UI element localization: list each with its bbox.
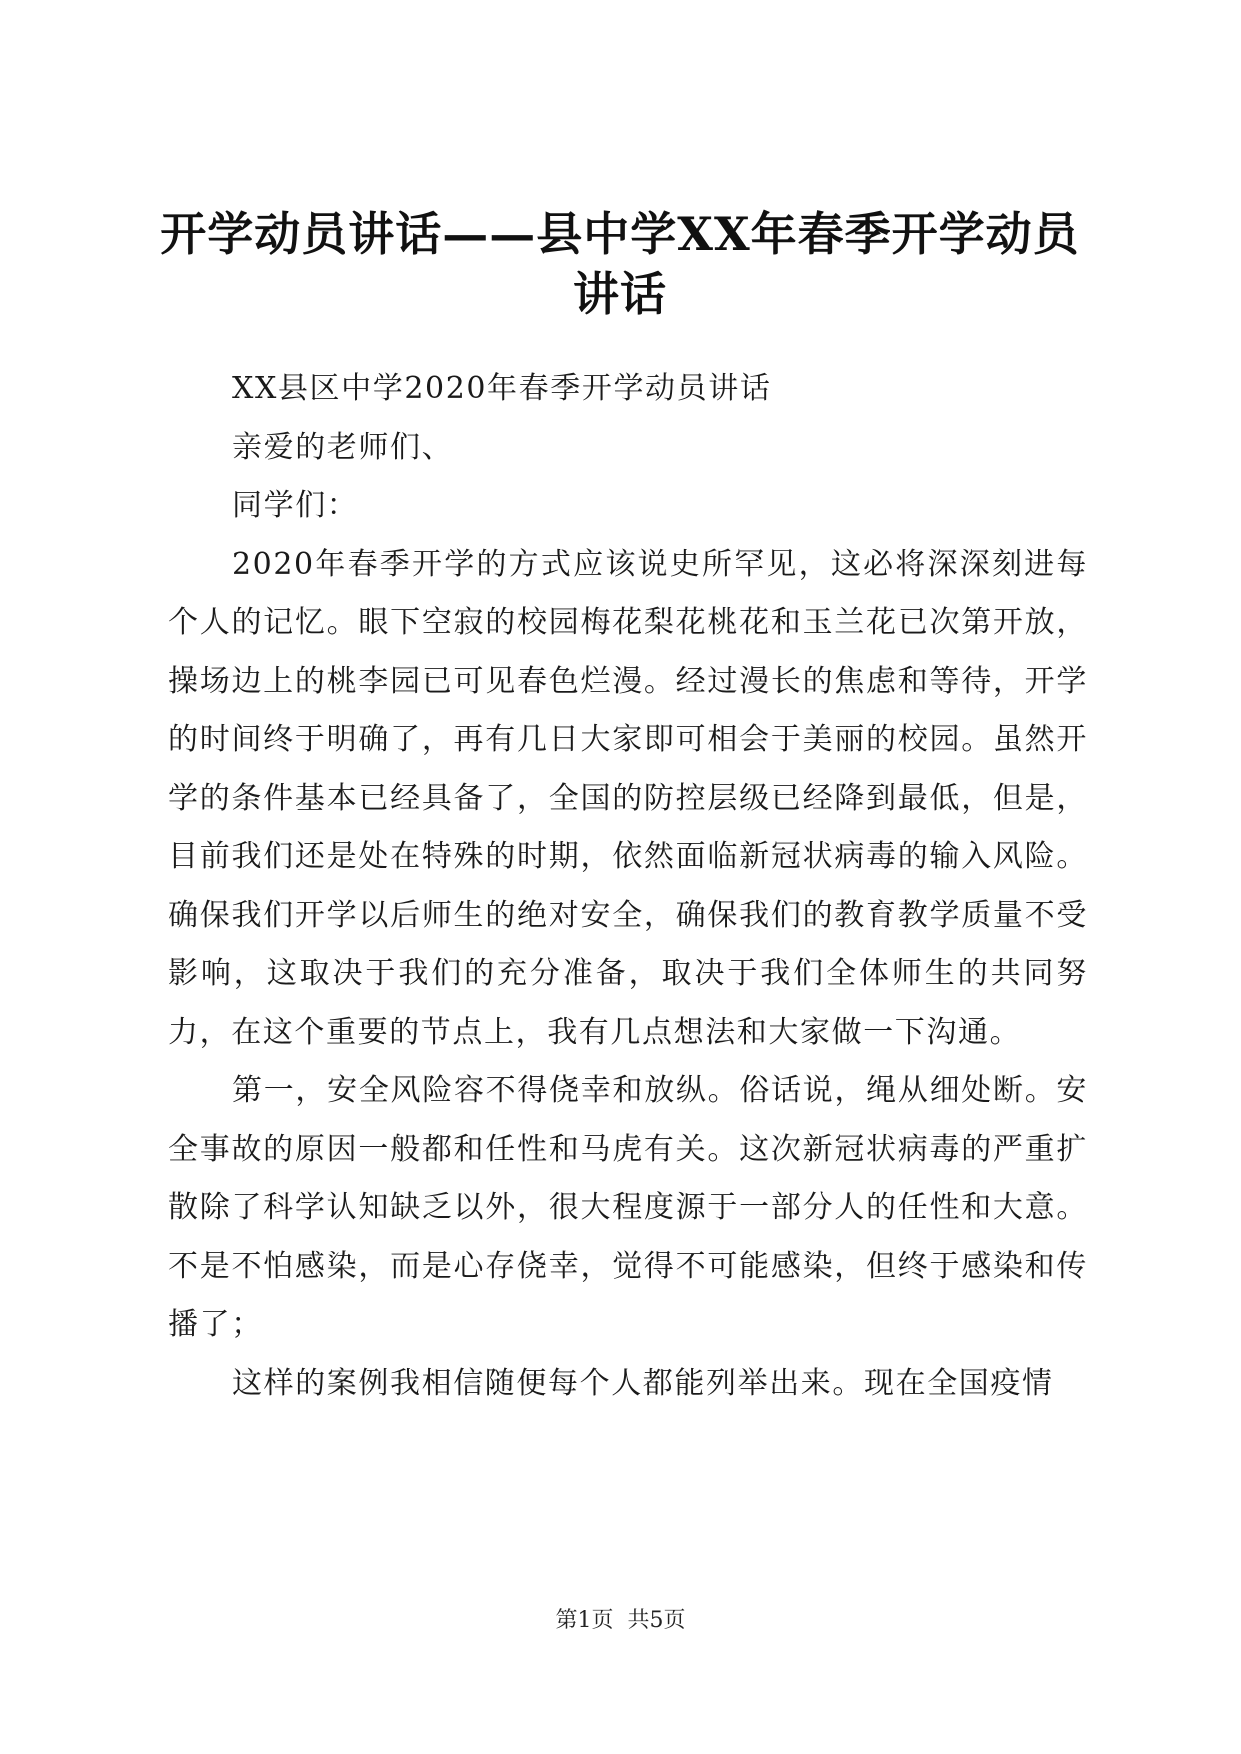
paragraph-point-one: 第一，安全风险容不得侥幸和放纵。俗话说，绳从细处断。安全事故的原因一般都和任性和马虎有关。这次新冠状病毒的严重扩散除了科学认知缺乏以外，很大程度源于一部分人的任性和大意。不是不怕感染，而是心存侥幸，觉得不可能感染，但终于感染和传播了； xyxy=(168,1073,1088,1342)
paragraph-greeting-teachers: 亲爱的老师们、 xyxy=(232,429,454,465)
page-total: 共5页 xyxy=(627,1608,686,1633)
page-number: 第1页 xyxy=(555,1608,614,1633)
document-body xyxy=(168,360,1088,1413)
paragraph-greeting-students: 同学们： xyxy=(232,488,359,523)
page-footer xyxy=(0,1606,1241,1636)
document-title: 开学动员讲话——县中学XX年春季开学动员讲话 xyxy=(160,207,1080,321)
paragraph-continuation: 这样的案例我相信随便每个人都能列举出来。现在全国疫情 xyxy=(232,1365,1054,1401)
paragraph-heading-line: XX县区中学2020年春季开学动员讲话 xyxy=(232,371,772,406)
paragraph-opening: 2020年春季开学的方式应该说史所罕见，这必将深深刻进每个人的记忆。眼下空寂的校园梅花梨花桃花和玉兰花已次第开放，操场边上的桃李园已可见春色烂漫。经过漫长的焦虑和等待，开学的时间终于明确了，再有几日大家即可相会于美丽的校园。虽然开学的条件基本已经具备了，全国的防控层级已经降到最低，但是，目前我们还是处在特殊的时期，依然面临新冠状病毒的输入风险。确保我们开学以后师生的绝对安全，确保我们的教育教学质量不受影响，这取决于我们的充分准备，取决于我们全体师生的共同努力，在这个重要的节点上，我有几点想法和大家做一下沟通。 xyxy=(168,546,1088,1050)
